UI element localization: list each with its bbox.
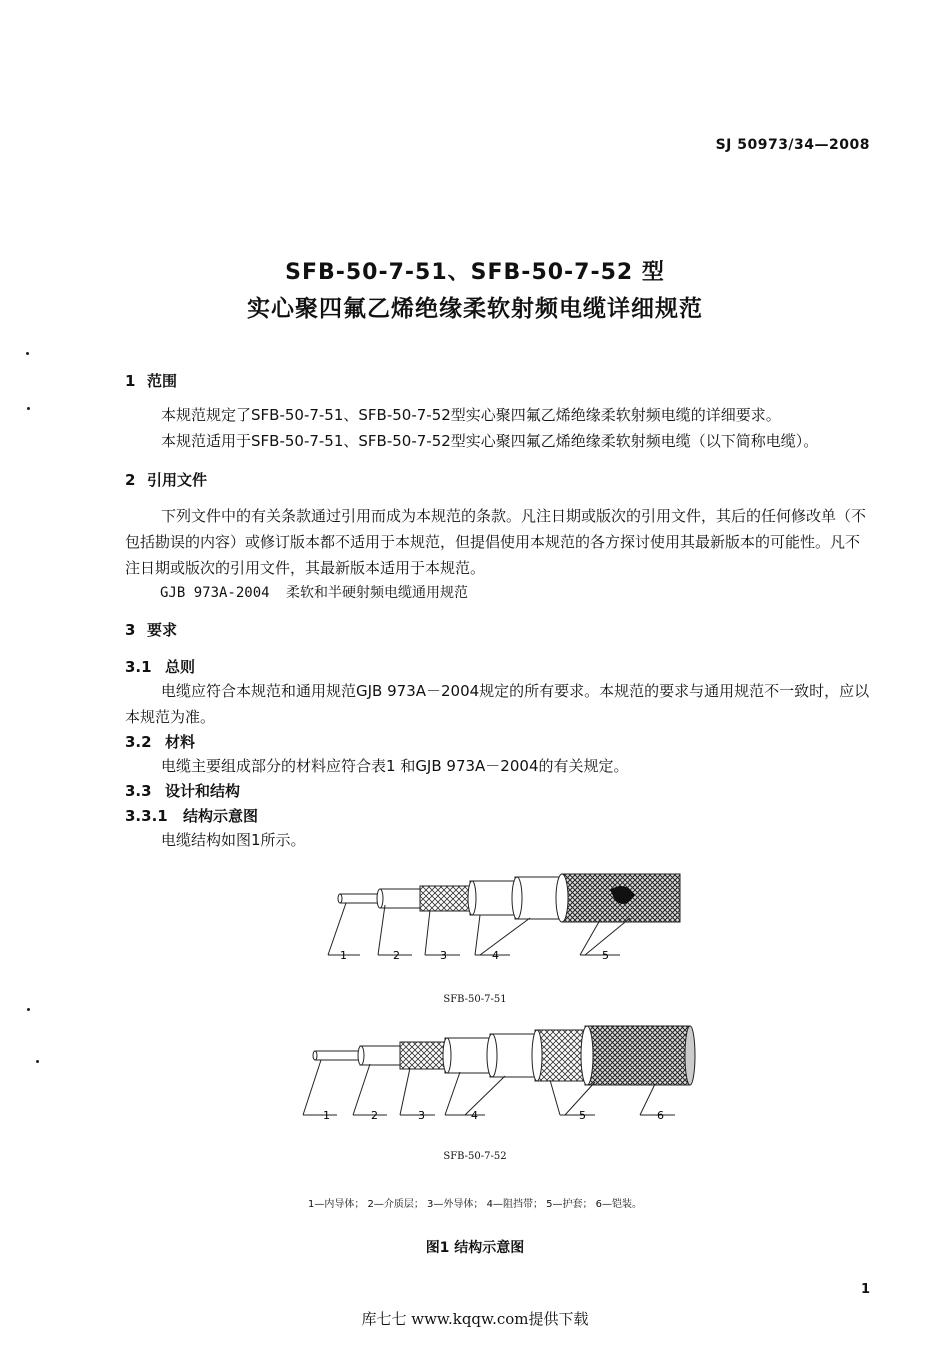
scan-speck	[26, 352, 29, 355]
callout-label: 2	[393, 949, 400, 962]
figure-legend: 1—内导体； 2—介质层； 3—外导体； 4—阻挡带； 5—护套； 6—铠装。	[307, 1199, 643, 1210]
callout-label: 2	[371, 1109, 378, 1122]
callout-label: 1	[340, 949, 347, 962]
subsection-label: 材料	[165, 733, 196, 751]
callout-label: 4	[471, 1109, 478, 1122]
section-3-2-heading	[125, 731, 195, 752]
subsection-number: 3.2	[125, 733, 152, 751]
section-3-2-para: 电缆主要组成部分的材料应符合表1 和GJB 973A－2004的有关规定。	[161, 757, 629, 775]
section-number: 3	[125, 621, 136, 639]
title-line-2: 实心聚四氟乙烯绝缘柔软射频电缆详细规范	[247, 296, 703, 322]
reference-title: 柔软和半硬射频电缆通用规范	[286, 585, 468, 601]
section-3-1-para: 电缆应符合本规范和通用规范GJB 973A－2004规定的所有要求。本规范的要求与通用规范不一致时，应以本规范为准。	[125, 682, 870, 726]
section-label: 要求	[147, 621, 178, 639]
section-number: 2	[125, 471, 136, 489]
subsection-label: 设计和结构	[165, 782, 241, 800]
section-3-1-heading	[125, 656, 195, 677]
section-1-heading	[125, 370, 177, 391]
cable-2-caption: SFB-50-7-52	[443, 1151, 507, 1162]
callout-label: 1	[323, 1109, 330, 1122]
section-3-3-1-heading	[125, 805, 258, 826]
subsection-label: 总则	[165, 658, 196, 676]
page-number: 1	[860, 1282, 870, 1297]
reference-code: GJB 973A-2004	[160, 585, 270, 601]
section-label: 范围	[147, 372, 178, 390]
callout-label: 6	[657, 1109, 664, 1122]
section-3-3-heading	[125, 780, 240, 801]
figure-title: 图1 结构示意图	[425, 1240, 525, 1256]
cable-diagram-2	[295, 1020, 705, 1125]
subsection-number: 3.3.1	[125, 807, 168, 825]
section-2-heading	[125, 469, 207, 490]
section-3-3-1-para: 电缆结构如图1所示。	[161, 831, 306, 849]
document-id: SJ 50973/34—2008	[715, 137, 870, 153]
callout-label: 3	[440, 949, 447, 962]
scan-speck	[27, 407, 30, 410]
subsection-label: 结构示意图	[183, 807, 259, 825]
subsection-number: 3.1	[125, 658, 152, 676]
scan-speck	[27, 1008, 30, 1011]
subsection-number: 3.3	[125, 782, 152, 800]
section-label: 引用文件	[147, 471, 208, 489]
section-number: 1	[125, 372, 136, 390]
callout-label: 3	[418, 1109, 425, 1122]
callout-label: 4	[492, 949, 499, 962]
cable-1-caption: SFB-50-7-51	[443, 994, 507, 1005]
reference-entry	[160, 582, 468, 602]
scan-speck	[36, 1060, 39, 1063]
callout-label: 5	[579, 1109, 586, 1122]
section-1-para-1: 本规范规定了SFB-50-7-51、SFB-50-7-52型实心聚四氟乙烯绝缘柔软射频电缆的详细要求。	[161, 406, 781, 424]
section-2-para: 下列文件中的有关条款通过引用而成为本规范的条款。凡注日期或版次的引用文件，其后的任何修改单（不包括勘误的内容）或修订版本都不适用于本规范，但提倡使用本规范的各方探讨使用其最新版本的可能性。凡不注日期或版次的引用文件，其最新版本适用于本规范。	[125, 507, 867, 577]
cable-diagram-1	[300, 860, 700, 970]
title-line-1: SFB-50-7-51、SFB-50-7-52 型	[285, 260, 665, 285]
section-3-heading	[125, 619, 177, 640]
section-1-para-2: 本规范适用于SFB-50-7-51、SFB-50-7-52型实心聚四氟乙烯绝缘柔软射频电缆（以下简称电缆）。	[161, 432, 819, 450]
callout-label: 5	[602, 949, 609, 962]
download-footer: 库七七 www.kqqw.com提供下载	[361, 1310, 589, 1328]
